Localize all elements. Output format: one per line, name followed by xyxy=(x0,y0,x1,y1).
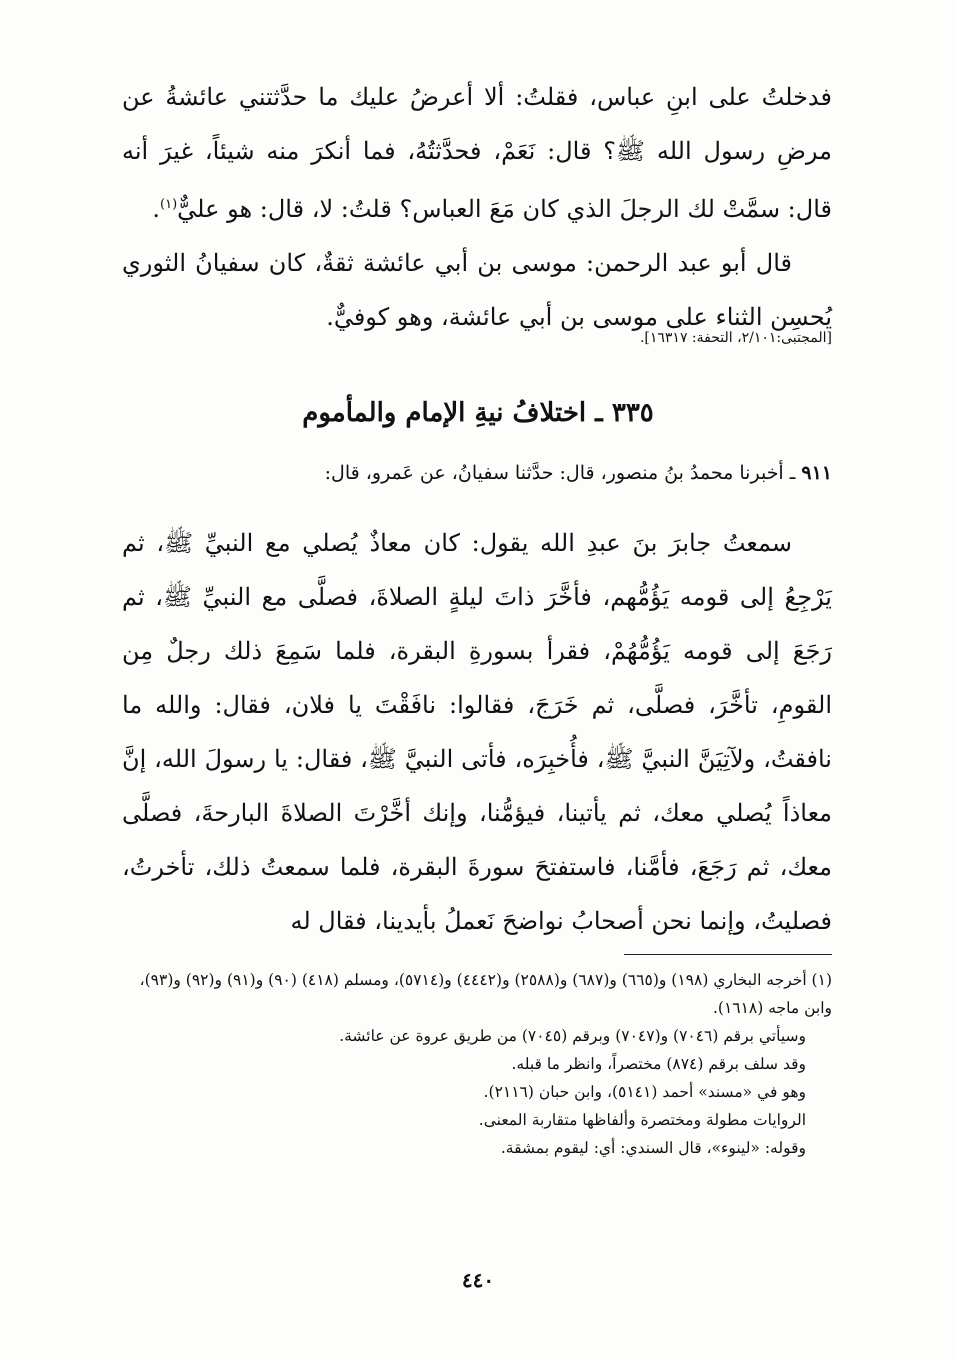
chapter-heading: ٣٣٥ ـ اختلافُ نيةِ الإمام والمأموم xyxy=(302,398,654,428)
footnote-line: وهو في «مسند» أحمد (٥١٤١)، وابن حبان (٢١١٦). xyxy=(483,1083,806,1101)
paragraph-1: فدخلتُ على ابنِ عباس، فقلتُ: ألا أعرضُ عليك ما حدَّثتني عائشةُ عن مرضِ رسول الله ﷺ؟ قال: نَعَمْ، فحدَّثتُهُ، فما أنكرَ منه شيئاً، غيرَ أنه قال: سمَّتْ لك الرجلَ الذي كان مَعَ العباس؟ قلتُ: لا، قال: هو عليٌّ$^{(١)}$. xyxy=(122,83,832,223)
footnote-line: الروايات مطولة ومختصرة وألفاظها متقاربة المعنى. xyxy=(478,1111,806,1129)
footnotes xyxy=(122,966,832,1162)
hadith-isnad xyxy=(122,462,832,484)
footnote-1: (١) أخرجه البخاري (١٩٨) و(٦٦٥) و(٦٨٧) و(٢٥٨٨) و(٤٤٤٢) و(٥٧١٤)، ومسلم (٤١٨) (٩٠) و(٩١) و(٩٢) و(٩٣)، وابن ماجه (١٦١٨). xyxy=(139,971,832,1017)
hadith-text: سمعتُ جابرَ بنَ عبدِ الله يقول: كان معاذٌ يُصلي مع النبيِّ ﷺ، ثم يَرْجِعُ إلى قومه يَؤُمُّهم، فأخَّرَ ذاتَ ليلةٍ الصلاةَ، فصلَّى مع النبيِّ ﷺ، ثم رَجَعَ إلى قومه يَؤُمُّهُمْ، فقرأ بسورةِ البقرة، فلما سَمِعَ ذلك رجلٌ مِن القومِ، تأخَّرَ، فصلَّى، ثم خَرَجَ، فقالوا: نافَقْتَ يا فلان، فقال: والله ما نافقتُ، ولآتِيَنَّ النبيَّ ﷺ، فأُخبِرَه، فأتى النبيَّ ﷺ، فقال: يا رسولَ الله، إنَّ معاذاً يُصلي معك، ثم يأتينا، فيؤمُّنا، وإنك أخَّرْتَ الصلاةَ البارحةَ، فصلَّى معك، ثم رَجَعَ، فأمَّنا، فاستفتحَ سورةَ البقرة، فلما سمعتُ ذلك، تأخرتُ، فصليتُ، وإنما نحن أصحابُ نواضحَ نَعملُ بأيدينا، فقال له xyxy=(122,529,833,935)
isnad-text: ـ أخبرنا محمدُ بنُ منصور، قال: حدَّثنا سفيانُ، عن عَمرو، قال: xyxy=(324,462,796,484)
footnote-line: وسيأتي برقم (٧٠٤٦) و(٧٠٤٧) وبرقم (٧٠٤٥) من طريق عروة عن عائشة. xyxy=(339,1027,806,1045)
footnote-line: وقد سلف برقم (٨٧٤) مختصراً، وانظر ما قبله. xyxy=(511,1055,806,1073)
footnote-separator xyxy=(624,954,832,955)
page-number: ٤٤٠ xyxy=(461,1268,495,1292)
source-reference: [المجتبى:٢/١٠١، التحفة: ١٦٣١٧]. xyxy=(639,330,832,346)
hadith-number: ٩١١ xyxy=(801,462,832,484)
paragraph-2: قال أبو عبد الرحمن: موسى بن أبي عائشة ثقةٌ، كان سفيانُ الثوري يُحسِن الثناء على موسى بن أبي عائشة، وهو كوفيٌّ. xyxy=(122,249,832,331)
top-text xyxy=(122,70,832,344)
footnote-mark: (١) xyxy=(160,197,178,212)
paragraph-1-text: فدخلتُ على ابنِ عباس، فقلتُ: ألا أعرضُ عليك ما حدَّثتني عائشةُ عن مرضِ رسول الله ﷺ؟ قال: نَعَمْ، فحدَّثتُهُ، فما أنكرَ منه شيئاً، غيرَ أنه قال: سمَّتْ لك الرجلَ الذي كان مَعَ العباس؟ قلتُ: لا، قال: هو عليٌّ xyxy=(122,83,832,223)
footnote-line: وقوله: «لينوء»، قال السندي: أي: ليقوم بمشقة. xyxy=(500,1139,806,1157)
